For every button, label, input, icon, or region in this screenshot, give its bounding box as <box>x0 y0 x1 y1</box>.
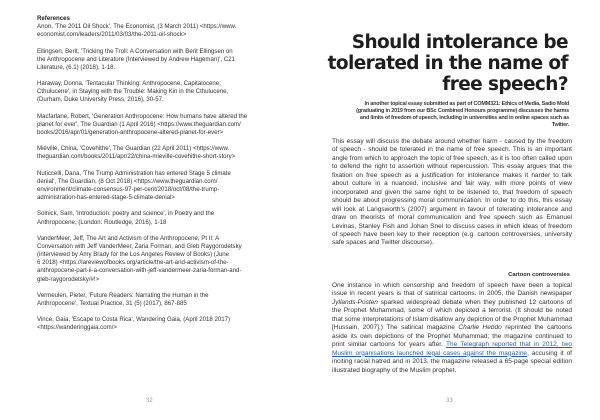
reference-item: VanderMeer, Jeff, The Art and Activism of the Anthropocene, Pt II: A Conversation with Jeff VanderMeer, Zaria Forman, and Gleb Raygorodetsky (interviewed by Amy Brady for the Los Angeles Review of Books) (June 6 2018) <https://lareviewofbooks.org/article/the-art-and-activism-of-the- anthropocene-part-ii-a-conversation-with-jeff-vandermeer-zaria-forman-and- gleb-raygorodetsky/#!> <box>37 234 242 283</box>
reference-item: Macfarlane, Robert, 'Generation Anthropocene: How humans have altered the planet for ever', The Guardian (1 April 2016) <https://www.theguardian.com/ books/2016/apr/01/generation-anthropocene-altered-planet-for-ever> <box>37 112 248 136</box>
page-number-left: 32 <box>146 398 153 404</box>
article-title: Should intolerance be tolerated in the name of free speech? <box>327 32 568 95</box>
section-heading: Cartoon controversies <box>508 272 570 278</box>
body-text: reprinted the cartoons aside its own depictions of the Prophet Muhammad; the magazine continued to print similar cartoons for years after. <box>332 324 572 349</box>
reference-item: Anon, 'The 2011 Oil Shock', The Economist, (3 March 2011) <https://www. economist.com/leaders/2011/03/03/the-2011-oil-shock> <box>37 23 237 39</box>
reference-item: Nuticcelli, Dana, 'The Trump Administration has entered Stage 5 climate denial', The Guardian, (8 Oct 2018) <https://www.theguardian.com/ environment/climate-consensus-97-per-cent/2018/oct/08/the-trump- administration-has-entered-stage-5-climate-denial> <box>37 169 231 202</box>
article-intro: In another topical essay submitted as part of COMM321: Ethics of Media, Sadio Mold (graduating in 2019 from our BSc Combined Honours programme) discusses the harms and limits of freedom of speech, including in universities and in online spaces such as Twitter. <box>356 101 569 128</box>
newspaper-name: Jyllands-Posten <box>332 298 378 306</box>
references-heading: References <box>37 15 70 22</box>
body-text: One instance in which censorship and freedom of speech have been a topical issue in recent years is that of satirical cartoons. In 2005, the Danish newspaper <box>332 282 572 298</box>
reference-item: Vermeulen, Pieter, 'Future Readers: Narrating the Human in the Anthropocene', Textual Practice, 31 (5) (2017), 867-885 <box>37 291 209 307</box>
references-section <box>37 15 278 341</box>
reference-item: Vince, Gaia, 'Escape to Costa Rica', Wandering Gaia, (April 2018 2017) <https://wanderinggaia.com/> <box>37 316 231 332</box>
body-paragraph: This essay will discuss the debate around whether harm - caused by the freedom of speech - should be tolerated in the name of free speech. This is an important angle from which to approach the topic of free speech, as it is too often called upon to defend the right to assertion without repercussion. This essay argues that the fixation on free speech as a justification for intolerance makes it harder to talk about culture in a nuanced, inclusive and fair way, with more points of view incorporated and given the same right to be listened to, that freedom of speech should be about progressing moral communication. In order to do this, this essay will look at Langsworth's (2007) argument in favour of tolerating intolerance and draw on theorists of moral communication and free speech such as Emanuel Levinas, Stanley Fish and Johan Snel to discuss cases in which ideas of freedom of speech have been key to their reception (e.g. cartoon controversies, university safe spaces and Twitter discourse). <box>332 138 572 247</box>
reference-item: Solnick, Sam, 'Introduction: poetry and science', in Poetry and the Anthropocene, (London: Routledge, 2016), 1-18 <box>37 210 215 226</box>
body-paragraph <box>332 282 572 375</box>
magazine-name: Charlie Hebdo <box>458 324 502 332</box>
body-text: sparked widespread debate when they published 12 cartoons of the Prophet Muhammad, some of which depicted a terrorist. (It should be noted that some interpretations of Islam disallow any depiction of the Prophet Muhammad [Hussain, 2007].) The satirical magazine <box>332 298 572 332</box>
body-text: , accusing it of inciting racial hatred and in 2013, the magazine released a 65-page special edition illustrated biography of the Muslim prophet. <box>332 349 572 374</box>
page-number-right: 33 <box>446 398 453 404</box>
reference-item: Ellingsen, Berit, 'Tricking the Troll: A Conversation with Berit Ellingsen on the Anthropocene and Literature (Interviewed by Andrew Hageman)', C21 Literature, (6.1) (2018), 1-18. <box>37 47 235 71</box>
reference-item: Haraway, Donna, 'Tentacular Thinking: Anthropocene, Capitalocene, Cthulucene', in Staying with the Trouble: Making Kin in the Cthulucene, (Durham, Duke University Press, 2016), 30-57. <box>37 80 229 104</box>
telegraph-link[interactable]: The Telegraph reported that in 2012, two Muslim organisations launched legal cases against the magazine <box>332 341 572 357</box>
reference-item: Miéville, China, 'Covehithe', The Guardian (22 April 2011) <https://www. theguardian.com/books/2011/apr/22/china-mieville-covehithe-short-story> <box>37 145 236 161</box>
